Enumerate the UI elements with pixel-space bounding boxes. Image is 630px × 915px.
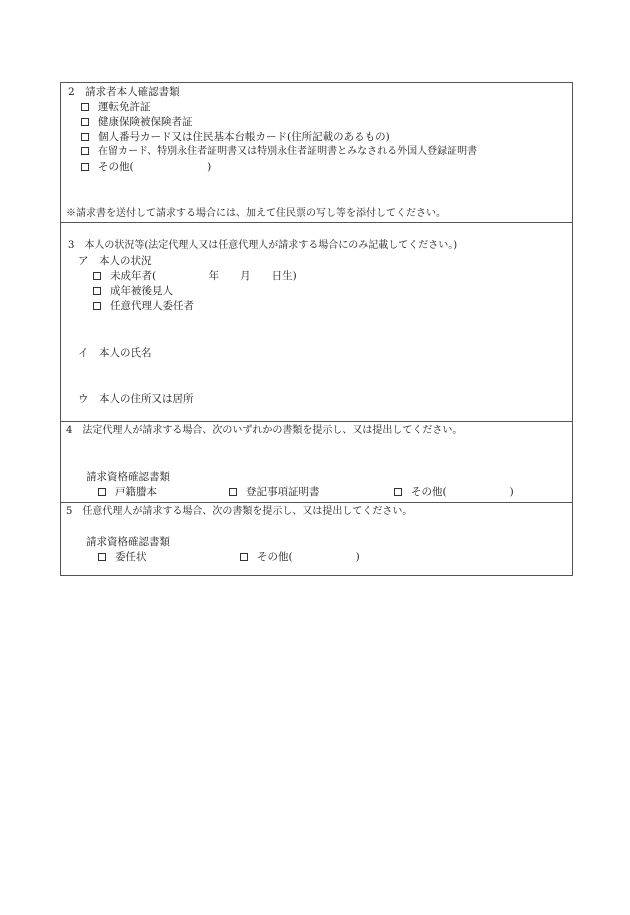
checkbox-item-minor[interactable]: 未成年者( 年 月 日生) [93, 270, 297, 282]
checkbox[interactable] [81, 103, 89, 111]
checkbox-item-health-insurance[interactable]: 健康保険被保険者証 [81, 116, 193, 128]
checkbox-item-residence-card[interactable]: 在留カード、特別永住者証明書又は特別永住者証明書とみなされる外国人登録証明書 [81, 146, 477, 158]
status-label: ア 本人の状況 [78, 255, 152, 267]
checkbox-item-delegator[interactable]: 任意代理人委任者 [93, 300, 194, 312]
checkbox[interactable] [98, 488, 106, 496]
checkbox[interactable] [394, 488, 402, 496]
checkbox-item-drivers-license[interactable]: 運転免許証 [81, 101, 151, 113]
checkbox[interactable] [93, 287, 101, 295]
checkbox[interactable] [93, 272, 101, 280]
section-3 [61, 222, 572, 421]
checkbox[interactable] [93, 302, 101, 310]
checkbox-item-mynumber-card[interactable]: 個人番号カード又は住民基本台帳カード(住所記載のあるもの) [81, 131, 390, 143]
section-2 [61, 83, 572, 222]
checkbox-item-other[interactable]: その他( ) [240, 551, 360, 563]
checkbox-item-other[interactable]: その他( ) [81, 161, 211, 173]
checkbox[interactable] [98, 553, 106, 561]
checkbox[interactable] [229, 488, 237, 496]
section-3-heading: 3 本人の状況等(法定代理人又は任意代理人が請求する場合にのみ記載してください。) [68, 240, 458, 251]
section-5-subheading: 請求資格確認書類 [86, 536, 170, 548]
section-2-note: ※請求書を送付して請求する場合には、加えて住民票の写し等を添付してください。 [66, 208, 446, 219]
checkbox[interactable] [240, 553, 248, 561]
checkbox[interactable] [81, 133, 89, 141]
section-4-subheading: 請求資格確認書類 [86, 471, 170, 483]
checkbox-item-other[interactable]: その他( ) [394, 486, 514, 498]
principal-name-label: イ 本人の氏名 [78, 347, 152, 359]
checkbox-item-power-of-attorney[interactable]: 委任状 [98, 551, 147, 563]
request-form-table [60, 82, 573, 576]
section-2-heading: 2 請求者本人確認書類 [68, 86, 180, 98]
section-5 [61, 502, 572, 575]
checkbox[interactable] [81, 147, 89, 155]
checkbox[interactable] [81, 118, 89, 126]
checkbox[interactable] [81, 163, 89, 171]
section-5-heading: 5 任意代理人が請求する場合、次の書類を提示し、又は提出してください。 [66, 506, 413, 517]
checkbox-item-adult-ward[interactable]: 成年被後見人 [93, 285, 173, 297]
section-4 [61, 421, 572, 502]
principal-address-label: ウ 本人の住所又は居所 [78, 393, 194, 405]
section-4-heading: 4 法定代理人が請求する場合、次のいずれかの書類を提示し、又は提出してください。 [66, 425, 463, 436]
checkbox-item-registry-certificate[interactable]: 登記事項証明書 [229, 486, 320, 498]
checkbox-item-family-register[interactable]: 戸籍謄本 [98, 486, 157, 498]
